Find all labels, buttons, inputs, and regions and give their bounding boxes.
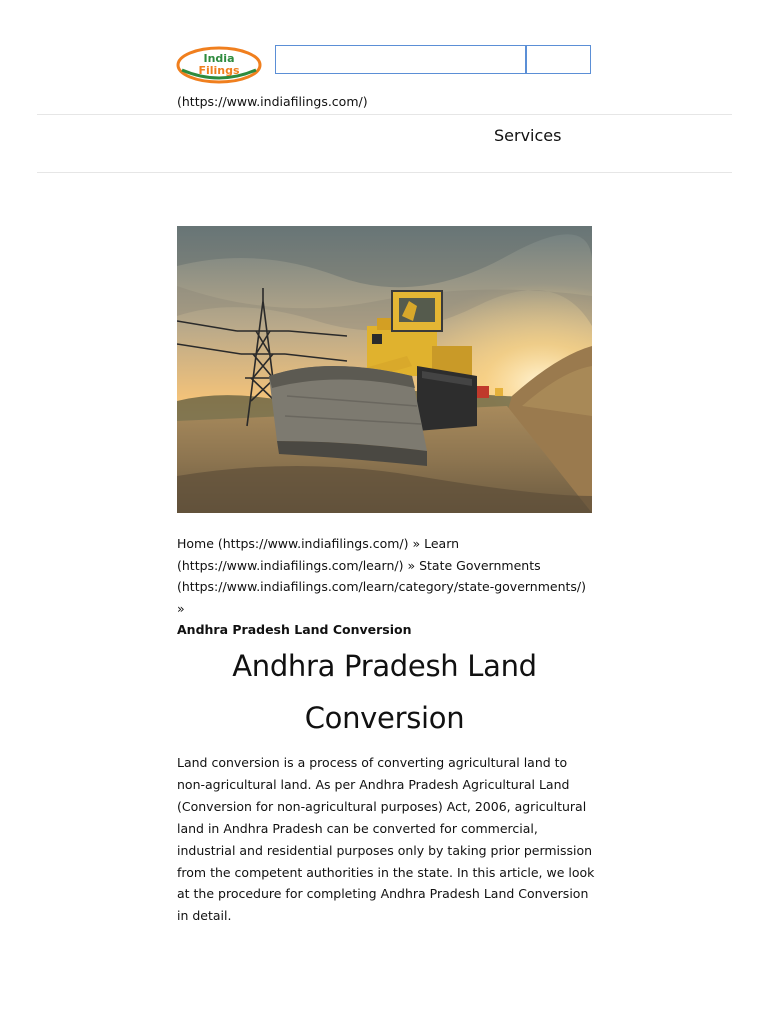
nav-services-link[interactable]: Services	[494, 126, 562, 145]
search-button[interactable]	[526, 45, 591, 74]
article-intro-paragraph: Land conversion is a process of converting agricultural land to non-agricultural land. As per Andhra Pradesh Agricultural Land (Conversion for non-agricultural purposes) Act, 2006, agricultural land in Andhra Pradesh can be converted for commercial, industrial and residential purposes only by taking prior permission from the competent authorities in the state. In this article, we look at the procedure for completing Andhra Pradesh Land Conversion in detail.	[177, 755, 595, 924]
breadcrumb-separator: »	[177, 600, 185, 616]
breadcrumb-current: Andhra Pradesh Land Conversion	[177, 622, 412, 637]
header-divider-top	[37, 114, 732, 115]
page-title: Andhra Pradesh Land Conversion	[232, 649, 537, 735]
hero-image-bulldozer	[177, 226, 592, 513]
header-divider-bottom	[37, 172, 732, 173]
breadcrumb-state-governments-link[interactable]: State Governments (https://www.indiafilings.com/learn/category/state-governments/)	[177, 557, 587, 594]
indiafilings-logo[interactable]	[176, 46, 262, 84]
breadcrumb	[177, 533, 597, 641]
logo-text-india: India	[203, 52, 235, 65]
breadcrumb-home-link[interactable]: Home (https://www.indiafilings.com/)	[177, 536, 409, 551]
logo-link-url[interactable]: (https://www.indiafilings.com/)	[177, 94, 368, 109]
breadcrumb-learn-link[interactable]: Learn (https://www.indiafilings.com/learn/)	[177, 536, 460, 573]
breadcrumb-separator: »	[403, 557, 420, 573]
logo-text-filings: Filings	[198, 64, 240, 77]
search-input[interactable]	[275, 45, 526, 74]
breadcrumb-separator: »	[408, 536, 425, 551]
